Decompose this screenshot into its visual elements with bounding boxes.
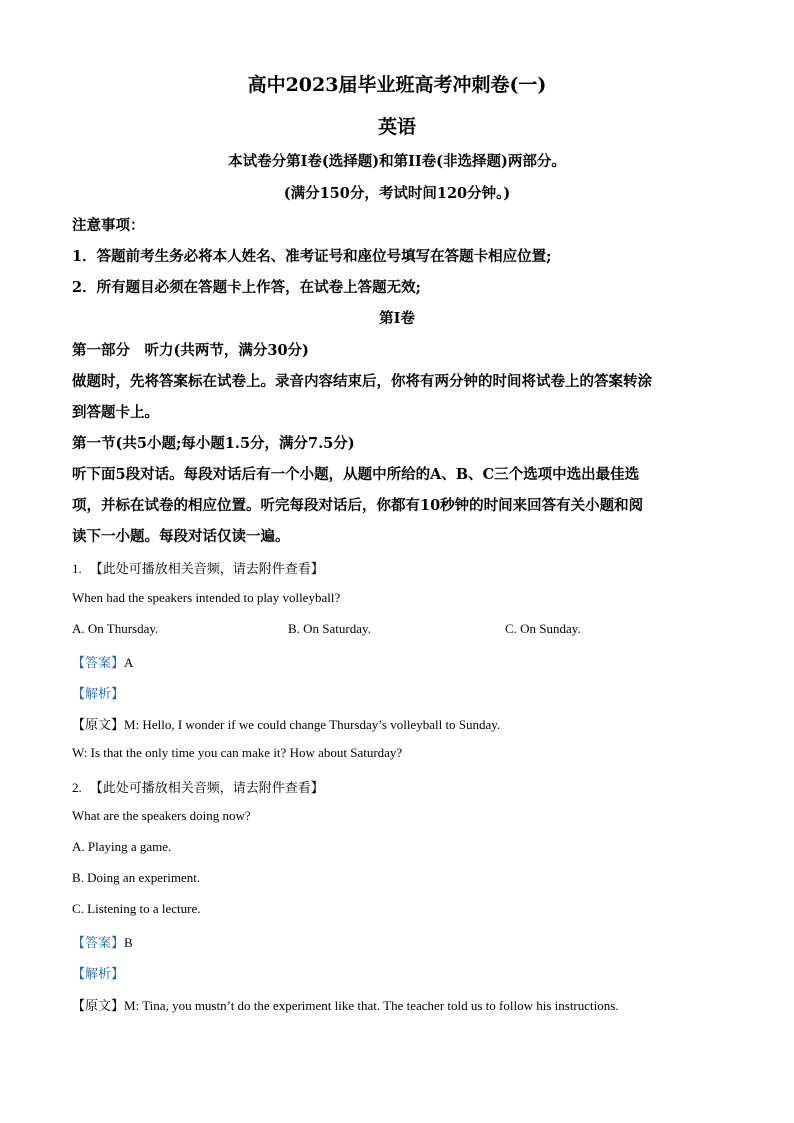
q1-transcript-line: W: Is that the only time you can make it? How about Saturday? bbox=[72, 745, 403, 760]
q2-header bbox=[72, 777, 324, 797]
q2-analysis-label: 【解析】 bbox=[72, 967, 125, 982]
q1-option-a: A. On Thursday. bbox=[72, 621, 159, 636]
q1-answer: A bbox=[124, 655, 134, 670]
q2-option-a: A. Playing a game. bbox=[72, 839, 172, 854]
exam-intro: 本试卷分第I卷(选择题)和第II卷(非选择题)两部分。 bbox=[228, 153, 566, 170]
notes-heading: 注意事项： bbox=[72, 217, 145, 234]
part1-heading: 第一部分 听力(共两节，满分30分) bbox=[72, 342, 309, 359]
section1-instruction-line: 读下一小题。每段对话仅读一遍。 bbox=[72, 528, 290, 545]
q1-answer-label: 【答案】 bbox=[72, 656, 125, 671]
q2-audio-note[interactable]: 【此处可播放相关音频，请去附件查看】 bbox=[89, 781, 324, 796]
q1-answer-row bbox=[72, 652, 133, 672]
q1-analysis-label: 【解析】 bbox=[72, 687, 125, 702]
q2-transcript-line: M: Tina, you mustn’t do the experiment like that. The teacher told us to follow his instructions. bbox=[124, 998, 619, 1013]
exam-title: 高中2023届毕业班高考冲刺卷(一) bbox=[247, 74, 547, 96]
q1-transcript-line: M: Hello, I wonder if we could change Thursday’s volleyball to Sunday. bbox=[124, 717, 501, 732]
q2-answer-row bbox=[72, 932, 133, 952]
section1-heading: 第一节(共5小题;每小题1.5分，满分7.5分) bbox=[72, 435, 355, 452]
q2-transcript-row bbox=[72, 995, 619, 1015]
q1-question: When had the speakers intended to play volleyball? bbox=[72, 590, 341, 605]
notes-item-1: 1．答题前考生务必将本人姓名、准考证号和座位号填写在答题卡相应位置; bbox=[72, 248, 552, 265]
q2-question: What are the speakers doing now? bbox=[72, 808, 251, 823]
q1-transcript-label: 【原文】 bbox=[72, 718, 125, 733]
q1-number: 1. bbox=[72, 561, 82, 576]
score-time: (满分150分，考试时间120分钟。) bbox=[283, 185, 511, 202]
q1-transcript-row bbox=[72, 714, 500, 734]
q1-option-b: B. On Saturday. bbox=[288, 621, 371, 636]
section1-instruction-line: 项，并标在试卷的相应位置。听完每段对话后，你都有10秒钟的时间来回答有关小题和阅 bbox=[72, 497, 644, 514]
q1-audio-note[interactable]: 【此处可播放相关音频，请去附件查看】 bbox=[89, 562, 324, 577]
part1-instruction-line: 做题时，先将答案标在试卷上。录音内容结束后，你将有两分钟的时间将试卷上的答案转涂 bbox=[72, 373, 652, 390]
q2-option-b: B. Doing an experiment. bbox=[72, 870, 201, 885]
q1-header bbox=[72, 558, 324, 578]
q2-option-c: C. Listening to a lecture. bbox=[72, 901, 201, 916]
part1-instruction-line: 到答题卡上。 bbox=[72, 404, 159, 421]
subject-title: 英语 bbox=[377, 116, 416, 138]
q1-option-c: C. On Sunday. bbox=[505, 621, 581, 636]
q2-number: 2. bbox=[72, 780, 82, 795]
q2-answer: B bbox=[124, 935, 133, 950]
notes-item-2: 2．所有题目必须在答题卡上作答，在试卷上答题无效; bbox=[72, 279, 421, 296]
q2-answer-label: 【答案】 bbox=[72, 936, 125, 951]
section1-instruction-line: 听下面5段对话。每段对话后有一个小题，从题中所给的A、B、C三个选项中选出最佳选 bbox=[72, 466, 640, 483]
q2-transcript-label: 【原文】 bbox=[72, 999, 125, 1014]
volume-heading: 第I卷 bbox=[379, 310, 415, 327]
